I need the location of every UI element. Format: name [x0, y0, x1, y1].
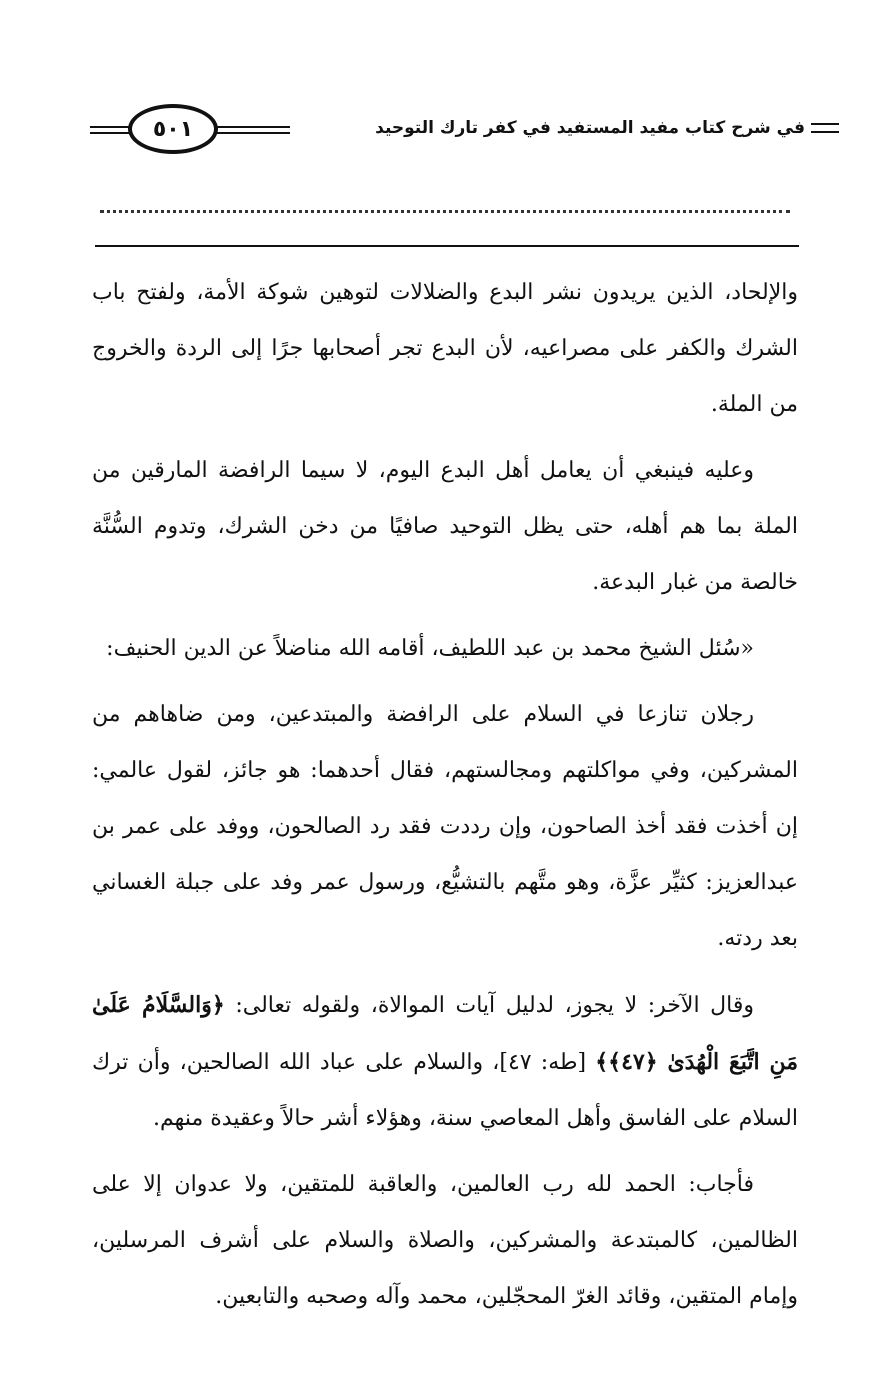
page-body	[92, 265, 798, 1335]
title-marker-icon	[811, 123, 839, 133]
page-number-ornament	[90, 104, 295, 156]
ornament-rule-right	[214, 126, 290, 134]
quran-verse: ﴿وَالسَّلَامُ عَلَىٰ مَنِ اتَّبَعَ الْهُدَىٰ ﴿٤٧﴾﴾	[92, 992, 798, 1075]
page-header	[0, 0, 879, 200]
paragraph-4: رجلان تنازعا في السلام على الرافضة والمبتدعين، ومن ضاهاهم من المشركين، وفي مواكلتهم ومجالستهم، فقال أحدهما: هو جائز، لقول عالمي: إن أخذت فقد أخذ الصاحون، وإن رددت فقد رد الصالحون، ووفد على عمر بن عبدالعزيز: كثيِّر عزَّة، وهو متَّهم بالتشيُّع، ورسول عمر وفد على جبلة الغساني بعد ردته.	[92, 702, 798, 951]
paragraph-1: والإلحاد، الذين يريدون نشر البدع والضلالات لتوهين شوكة الأمة، ولفتح باب الشرك والكفر على مصراعيه، لأن البدع تجر أصحابها جرًا إلى الردة والخروج من الملة.	[92, 280, 799, 417]
paragraph-3: «سُئل الشيخ محمد بن عبد اللطيف، أقامه الله مناضلاً عن الدين الحنيف:	[106, 636, 754, 661]
page-number: ٥٠١	[128, 104, 218, 154]
paragraph-2: وعليه فينبغي أن يعامل أهل البدع اليوم، لا سيما الرافضة المارقين من الملة بما هم أهله، حتى يظل التوحيد صافيًا من دخن الشرك، وتدوم السُّنَّة خالصة من غبار البدعة.	[92, 458, 798, 595]
ornament-rule-left	[90, 126, 132, 134]
paragraph-5	[92, 977, 798, 1147]
running-title-text: في شرح كتاب مفيد المستفيد في كفر تارك التوحيد	[375, 118, 805, 138]
horizontal-rule	[95, 245, 799, 247]
paragraph-6: فأجاب: الحمد لله رب العالمين، والعاقبة للمتقين، ولا عدوان إلا على الظالمين، كالمبتدعة والمشركين، والصلاة والسلام على أشرف المرسلين، وإمام المتقين، وقائد الغرّ المحجّلين، محمد وآله وصحبه والتابعين.	[92, 1172, 798, 1309]
paragraph-5-intro: وقال الآخر: لا يجوز، لدليل آيات الموالاة، ولقوله تعالى:	[224, 993, 754, 1018]
dotted-separator	[100, 210, 790, 213]
paragraph-5-rest: [طه: ٤٧]، والسلام على عباد الله الصالحين، وأن ترك السلام على الفاسق وأهل المعاصي سنة، وهؤلاء أشر حالاً وعقيدة منهم.	[92, 1050, 798, 1131]
running-title	[375, 118, 839, 138]
